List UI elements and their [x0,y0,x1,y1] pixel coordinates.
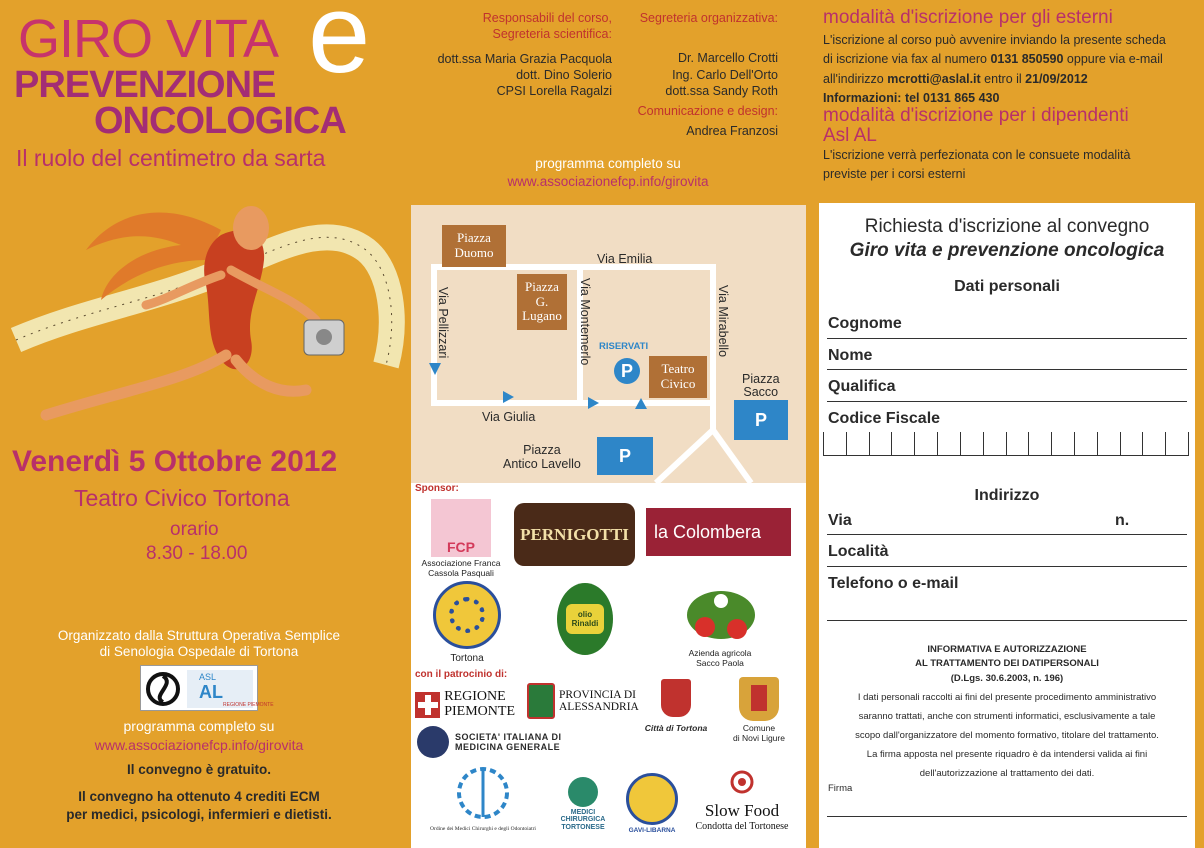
form-heading: Richiesta d'iscrizione al convegno [864,216,1150,237]
piazza-lugano: Piazza G. Lugano [517,274,567,330]
nome-field[interactable] [827,369,1187,370]
al-label: AL [199,682,223,702]
subtitle: Il ruolo del centimetro da sarta [16,145,326,171]
mid-programma-label: programma completo su [535,156,681,171]
smct-logo: MEDICI CHIRURGICA TORTONESE [553,777,613,843]
rotary-gavi-logo: GAVI-LIBARNA [623,773,681,843]
via-giulia-label: Via Giulia [482,410,536,424]
colombera-logo: la Colombera [646,508,791,556]
title-e: e [308,0,371,96]
rotary-tortona-logo [433,581,501,649]
indirizzo-heading: Indirizzo [974,487,1040,504]
title-oncologica: ONCOLOGICA [94,100,346,142]
via-label: Via [828,512,852,529]
citta-tortona-logo: Città di Tortona [643,679,709,743]
dipendenti-heading: modalità d'iscrizione per i dipendenti Asl AL [823,105,1129,146]
firma-field[interactable] [827,816,1187,817]
mid-website-link[interactable]: www.associazionefcp.info/girovita [507,174,709,189]
slow-food-logo: Slow Food Condotta del Tortonese [687,768,797,828]
localita-field[interactable] [827,566,1187,567]
arrow-down-icon [429,363,441,375]
segreteria-block: Segreteria organizzativa: Dr. Marcello Crotti Ing. Carlo Dell'Orto dott.ssa Sandy Roth Comunicazione e design: Andrea Franzosi [637,11,778,139]
parking-sacco-icon: P [734,400,788,440]
head [233,206,269,250]
cognome-field[interactable] [827,338,1187,339]
esterni-text: L'iscrizione al corso può avvenire inviando la presente scheda di iscrizione via fax al numero 0131 850590 oppure via e-mail all'indirizzo mcrotti@aslal.it entro il 21/09/2012 Informazioni: tel 0131 865 430 [823,33,1166,106]
codice-fiscale-label: Codice Fiscale [828,410,941,427]
telefono-label: Telefono o e-mail [828,575,959,592]
sponsor-label: Sponsor: [415,483,459,494]
asl-al-logo [140,665,274,711]
dipendenti-text: L'iscrizione verrà perfezionata con le consuete modalità previste per i corsi esterni [823,148,1131,182]
olio-rinaldi-logo: olio Rinaldi [557,583,613,655]
fcp-logo: FCP [431,499,491,557]
informativa-heading: INFORMATIVA E AUTORIZZAZIONE AL TRATTAMENTO DEI DATIPERSONALI (D.Lgs. 30.6.2003, n. 196) [915,644,1099,684]
firma-label: Firma [828,783,853,794]
orario-label: orario [170,519,219,540]
runner-illustration [6,190,406,425]
pernigotti-logo: PERNIGOTTI [514,503,635,566]
patrocinio-label: con il patrocinio di: [415,669,508,680]
ecm-note: Il convegno ha ottenuto 4 crediti ECM per medici, psicologi, infermieri e dietisti. [66,789,332,822]
asl-label: ASL [199,672,217,682]
fragole-caption: Azienda agricola Sacco Paola [688,648,752,668]
cognome-label: Cognome [828,315,902,332]
organizer-text: Organizzato dalla Struttura Operativa Semplice di Senologia Ospedale di Tortona [57,628,341,660]
parking-lavello-icon: P [597,437,653,475]
informativa-text: I dati personali raccolti ai fini del presente procedimento amministrativo saranno trattati, anche con strumenti informatici, esclusivamente a tale scopo dall'organizzatore del momento formativo, titolare del trattamento. La firma apposta nel presente riquadro è da intendersi valida ai fini dell'autorizzazione al trattamento dei dati. [855,692,1159,779]
riservati-label: RISERVATI [599,341,649,352]
regione-piemonte-logo: REGIONE PIEMONTE [415,687,515,723]
qualifica-label: Qualifica [828,378,896,395]
qualifica-field[interactable] [827,401,1187,402]
provincia-logo: PROVINCIA DI ALESSANDRIA [527,679,639,723]
piazza-sacco-label: Piazza Sacco [742,372,780,400]
responsabili-block: Responsabili del corso, Segreteria scientifica: dott.ssa Maria Grazia Pacquola dott. Dino Solerio CPSI Lorella Ragalzi [437,11,612,98]
title-prevenzione: PREVENZIONE [14,64,276,106]
novi-ligure-logo: Comune di Novi Ligure [719,677,799,751]
fcp-caption: Associazione Franca Cassola Pasquali [421,558,501,578]
parking-reserved-icon: P [614,358,640,384]
nome-label: Nome [828,347,873,364]
piazza-duomo: Piazza Duomo [442,225,506,267]
teatro-civico: Teatro Civico [649,356,707,398]
regione-label: REGIONE PIEMONTE [223,702,274,708]
event-hours: 8.30 - 18.00 [146,543,248,564]
ordine-medici-logo: Ordine dei Medici Chirurghi e degli Odontoiatri [415,763,551,839]
telefono-field[interactable] [827,620,1187,621]
snail-icon [727,768,757,796]
piazza-lavello-label: Piazza Antico Lavello [503,443,581,471]
gratuito-note: Il convegno è gratuito. [126,762,271,777]
title-giro-vita: GIRO VITA [18,9,279,69]
fragole-logo [675,575,767,647]
event-date: Venerdì 5 Ottobre 2012 [12,445,338,478]
via-montemerlo-label: Via Montemerlo [578,278,592,366]
via-emilia-label: Via Emilia [597,252,653,266]
simg-logo: SOCIETA' ITALIANA DI MEDICINA GENERALE [417,725,617,759]
event-venue: Teatro Civico Tortona [74,485,290,511]
programma-label: programma completo su [123,718,275,734]
body [204,230,264,369]
via-field[interactable] [827,534,1187,535]
registration-form [819,203,1195,848]
esterni-heading: modalità d'iscrizione per gli esterni [823,7,1113,28]
dati-personali-heading: Dati personali [954,278,1060,295]
numero-label: n. [1115,512,1130,529]
via-pellizzari-label: Via Pellizzari [436,287,450,359]
rotary-caption: Tortona [450,653,484,664]
location-map [411,205,806,483]
arrow-right-icon [503,391,514,403]
localita-label: Località [828,543,889,560]
via-mirabello-label: Via Mirabello [716,285,730,358]
direction-arrows [411,205,806,483]
codice-fiscale-field[interactable] [823,432,1189,456]
arrow-right-icon [588,397,599,409]
arrow-up-icon [635,398,647,409]
form-subheading: Giro vita e prevenzione oncologica [849,240,1165,261]
sponsor-panel [411,483,806,848]
website-link[interactable]: www.associazionefcp.info/girovita [94,737,304,753]
